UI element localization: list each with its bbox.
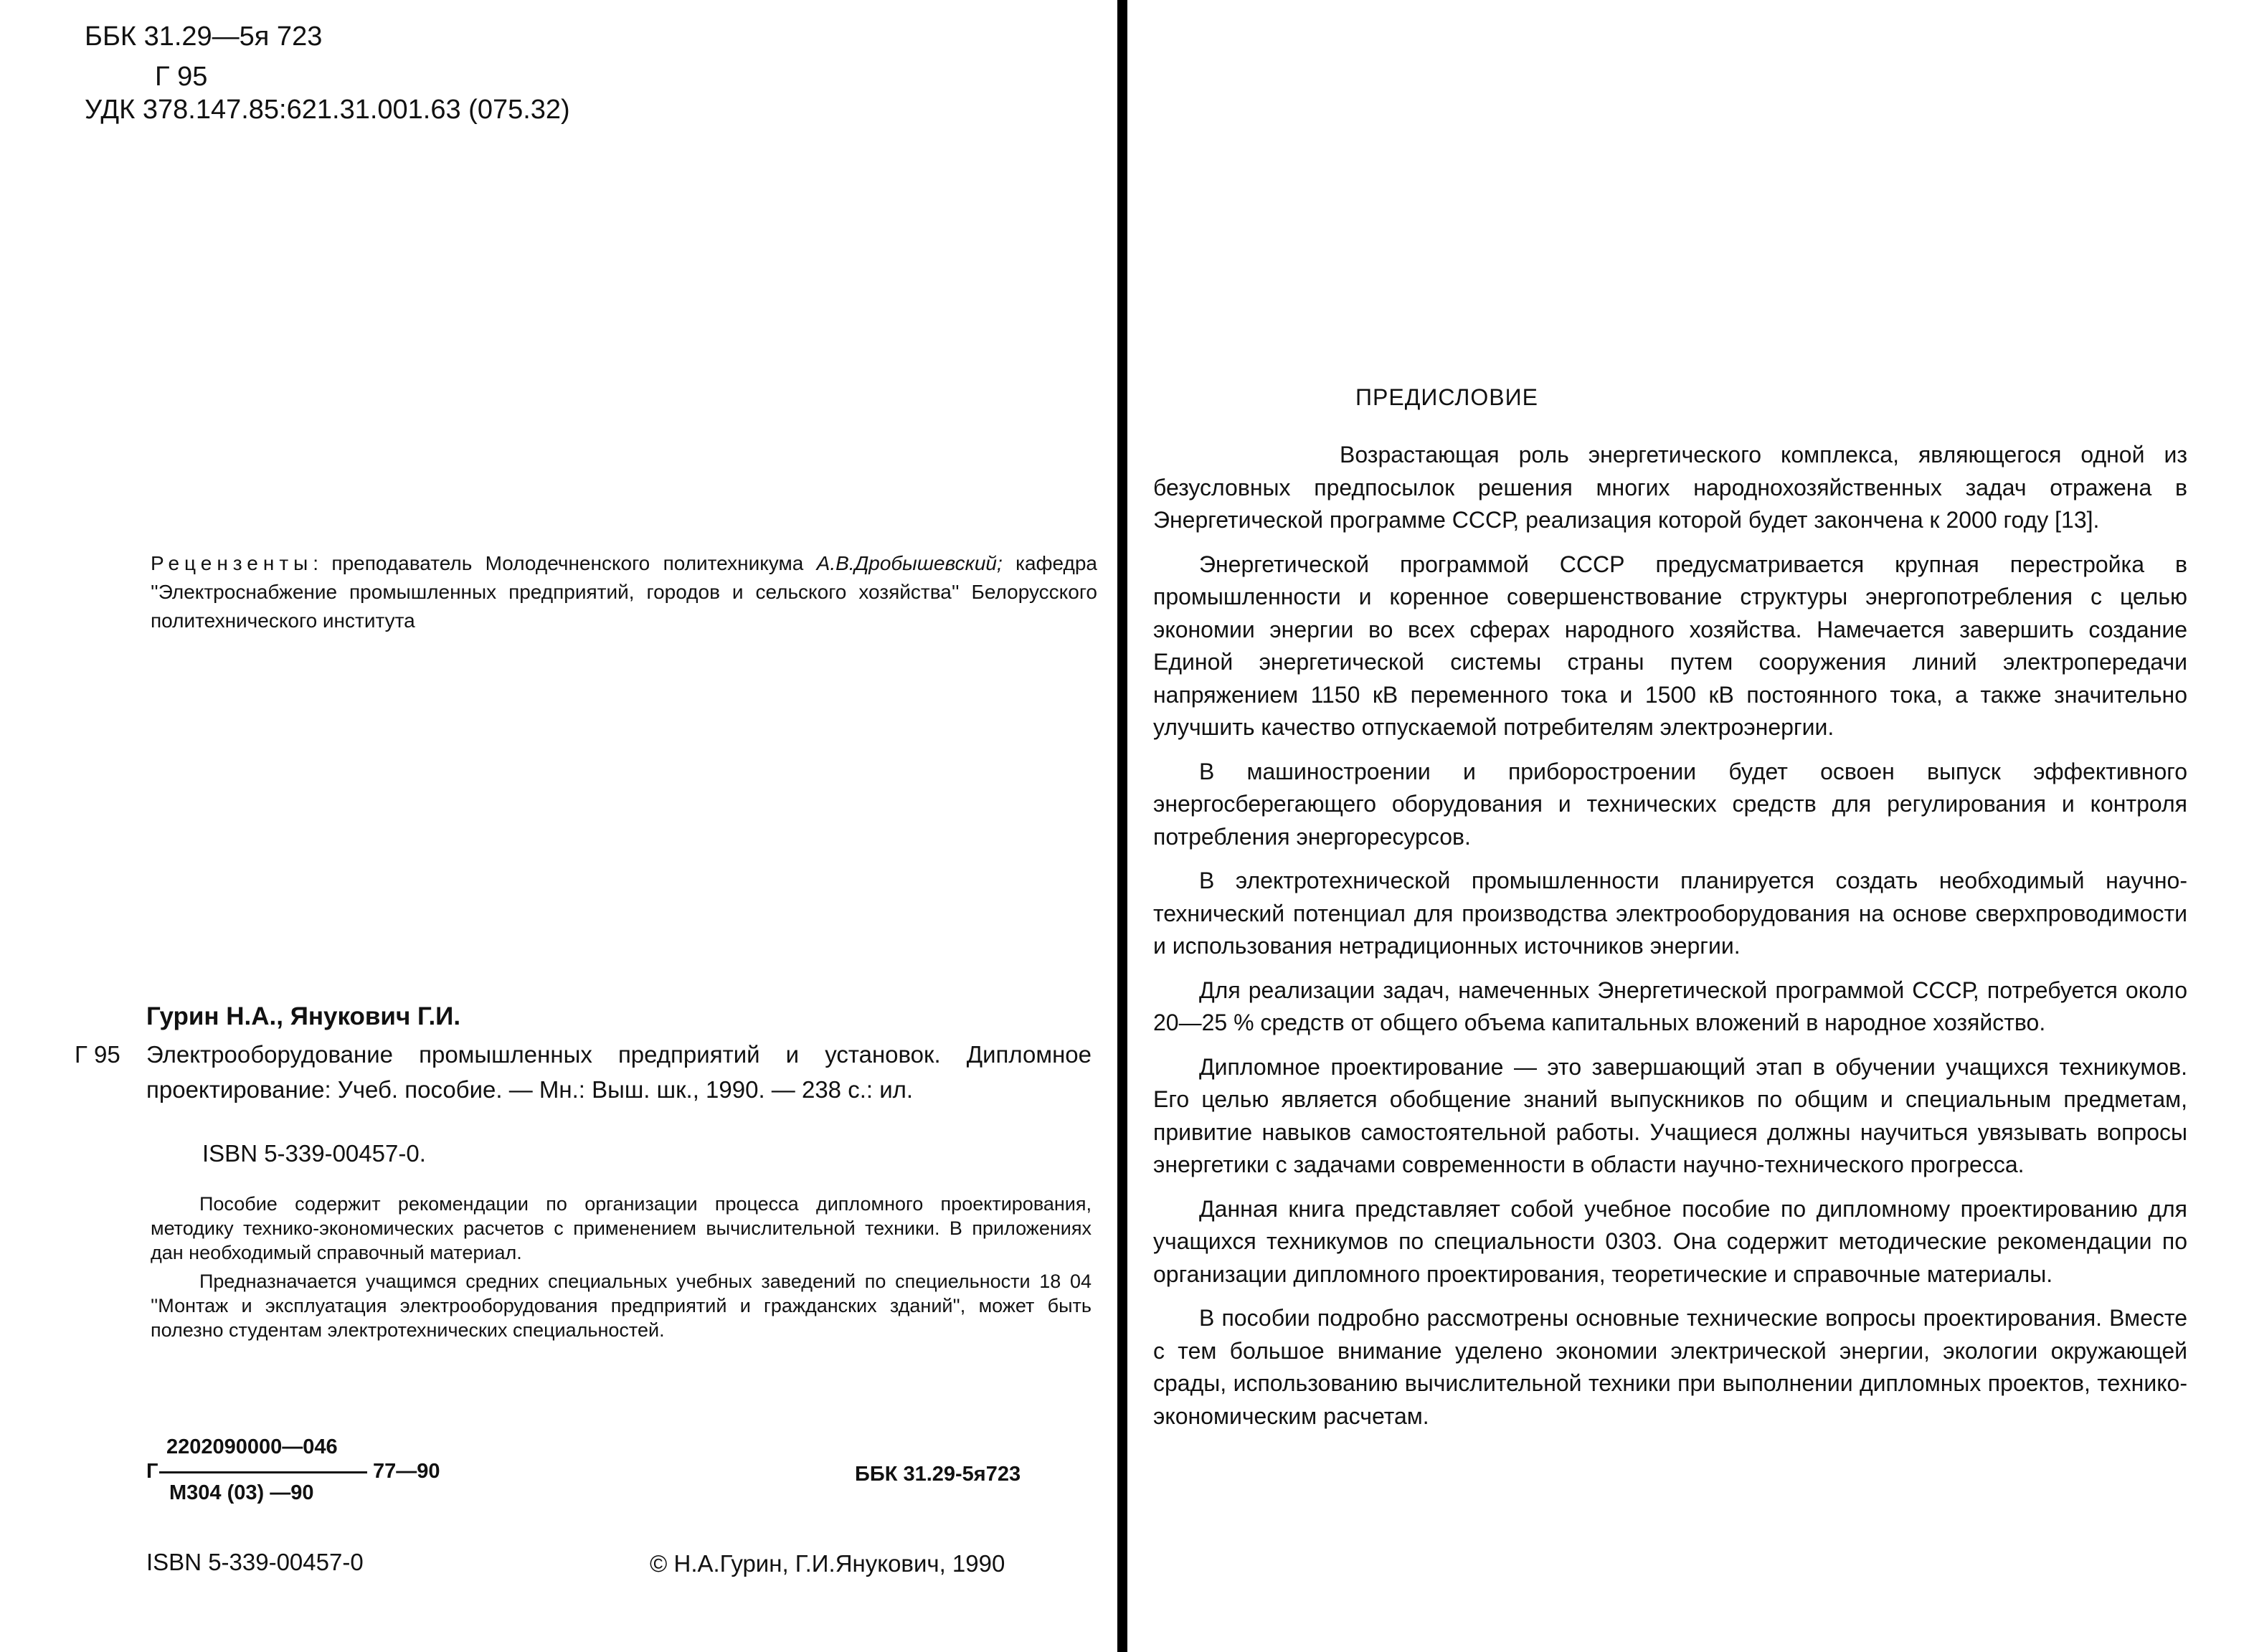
bbk-code-top: ББК 31.29—5я 723 [85,22,323,52]
reviewers-text-1: : преподаватель Молодечненского политехникума [313,552,817,574]
copyright: © Н.А.Гурин, Г.И.Янукович, 1990 [650,1550,1005,1577]
g-code-mid: Г 95 [75,1041,120,1068]
reviewer-person: А.В.Дробышевский; [816,552,1003,574]
code-denominator: М304 (03) —90 [169,1481,314,1504]
preface-paragraph: Энергетической программой СССР предусматривается крупная перестройка в промышленности и коренное совершенствование структуры энергопотребления с целью экономии энергии во всех сферах народного хозяйства. Намечается завершить создание Единой энергетической системы страны путем сооружения линий электропередачи напряжением 1150 кВ переменного тока и 1500 кВ постоянного тока, а также значительно улучшить качество отпускаемой потребителям электроэнергии. [1153,551,2187,740]
annotation-1-text: Пособие содержит рекомендации по организации процесса дипломного проектирования, методику технико-экономических расчетов с применением вычислительной техники. В приложениях дан необходимый справочный материал. [151,1193,1092,1263]
annotation-paragraph-2 [151,1269,1092,1342]
preface-paragraph: В электротехнической промышленности планируется создать необходимый научно-технический потенциал для производства электрооборудования на основе сверхпроводимости и использования нетрадиционных источников энергии. [1153,868,2187,959]
book-spine-divider [1117,0,1127,1652]
code-right: 77—90 [373,1460,440,1483]
preface-paragraph: Данная книга представляет собой учебное пособие по дипломному проектированию для учащихся техникумов по специальности 0303. Она содержит методические рекомендации по организации дипломного проектирования, теоретические и справочные материалы. [1153,1195,2187,1287]
reviewers-block [151,549,1097,635]
isbn-bottom: ISBN 5-339-00457-0 [146,1549,364,1575]
bibliographic-record: Электрооборудование промышленных предприятий и установок. Дипломное проектирование: Учеб. пособие. — Мн.: Выш. шк., 1990. — 238 с.: ил. [146,1041,1092,1103]
code-letter: Г [146,1460,158,1483]
preface-paragraph: В машиностроении и приборостроении будет освоен выпуск эффективного энергосберегающего оборудования и технических средств для регулирования и контроля потребления энергоресурсов. [1153,758,2187,850]
reviewers-label: Рецензенты [151,552,313,574]
code-numerator: 2202090000—046 [166,1435,338,1458]
bbk-code-bottom: ББК 31.29-5я723 [855,1463,1021,1486]
preface-paragraph: Для реализации задач, намеченных Энергетической программой СССР, потребуется около 20—25 % средств от общего объема капитальных вложений в народное хозяйство. [1153,977,2187,1035]
isbn-mid: ISBN 5-339-00457-0. [202,1140,426,1167]
annotation-2-text: Предназначается учащимся средних специальных учебных заведений по специельности 18 04 ''Монтаж и эксплуатация электрооборудования предприятий и гражданских зданий'', может быть полезно студентам электротехнических специальностей. [151,1271,1092,1341]
preface-paragraph: Дипломное проектирование — это завершающий этап в обучении учащихся техникумов. Его целью является обобщение знаний выпускников по общим и специальным предметам, привитие навыков самостоятельной работы. Учащиеся должны научиться увязывать вопросы энергетики с задачами современности в области научно-технического прогресса. [1153,1053,2187,1177]
preface-body [1153,439,2187,1444]
annotation-paragraph-1 [151,1192,1092,1265]
g-code-top: Г 95 [155,62,208,92]
preface-heading: ПРЕДИСЛОВИЕ [1355,384,1538,410]
udk-code: УДК 378.147.85:621.31.001.63 (075.32) [85,95,570,125]
preface-paragraph: Возрастающая роль энергетического комплекса, являющегося одной из безусловных предпосылок решения многих народнохозяйственных задач отражена в Энергетической программе СССР, реализация которой будет закончена к 2000 году [13]. [1153,442,2187,533]
authors: Гурин Н.А., Янукович Г.И. [146,1002,461,1030]
left-page [0,0,1112,1652]
fraction-line [159,1471,367,1473]
preface-paragraph: В пособии подробно рассмотрены основные технические вопросы проектирования. Вместе с тем большое внимание уделено экономии электрической энергии, экологии окружающей срады, использованию вычислительной техники при выполнении дипломных проектов, технико-экономическим расчетам. [1153,1305,2187,1429]
reviewers-text-2: кафедра ''Электроснабжение промышленных предприятий, городов и сельского хозяйства'' Белорусского политехнического института [151,552,1097,632]
